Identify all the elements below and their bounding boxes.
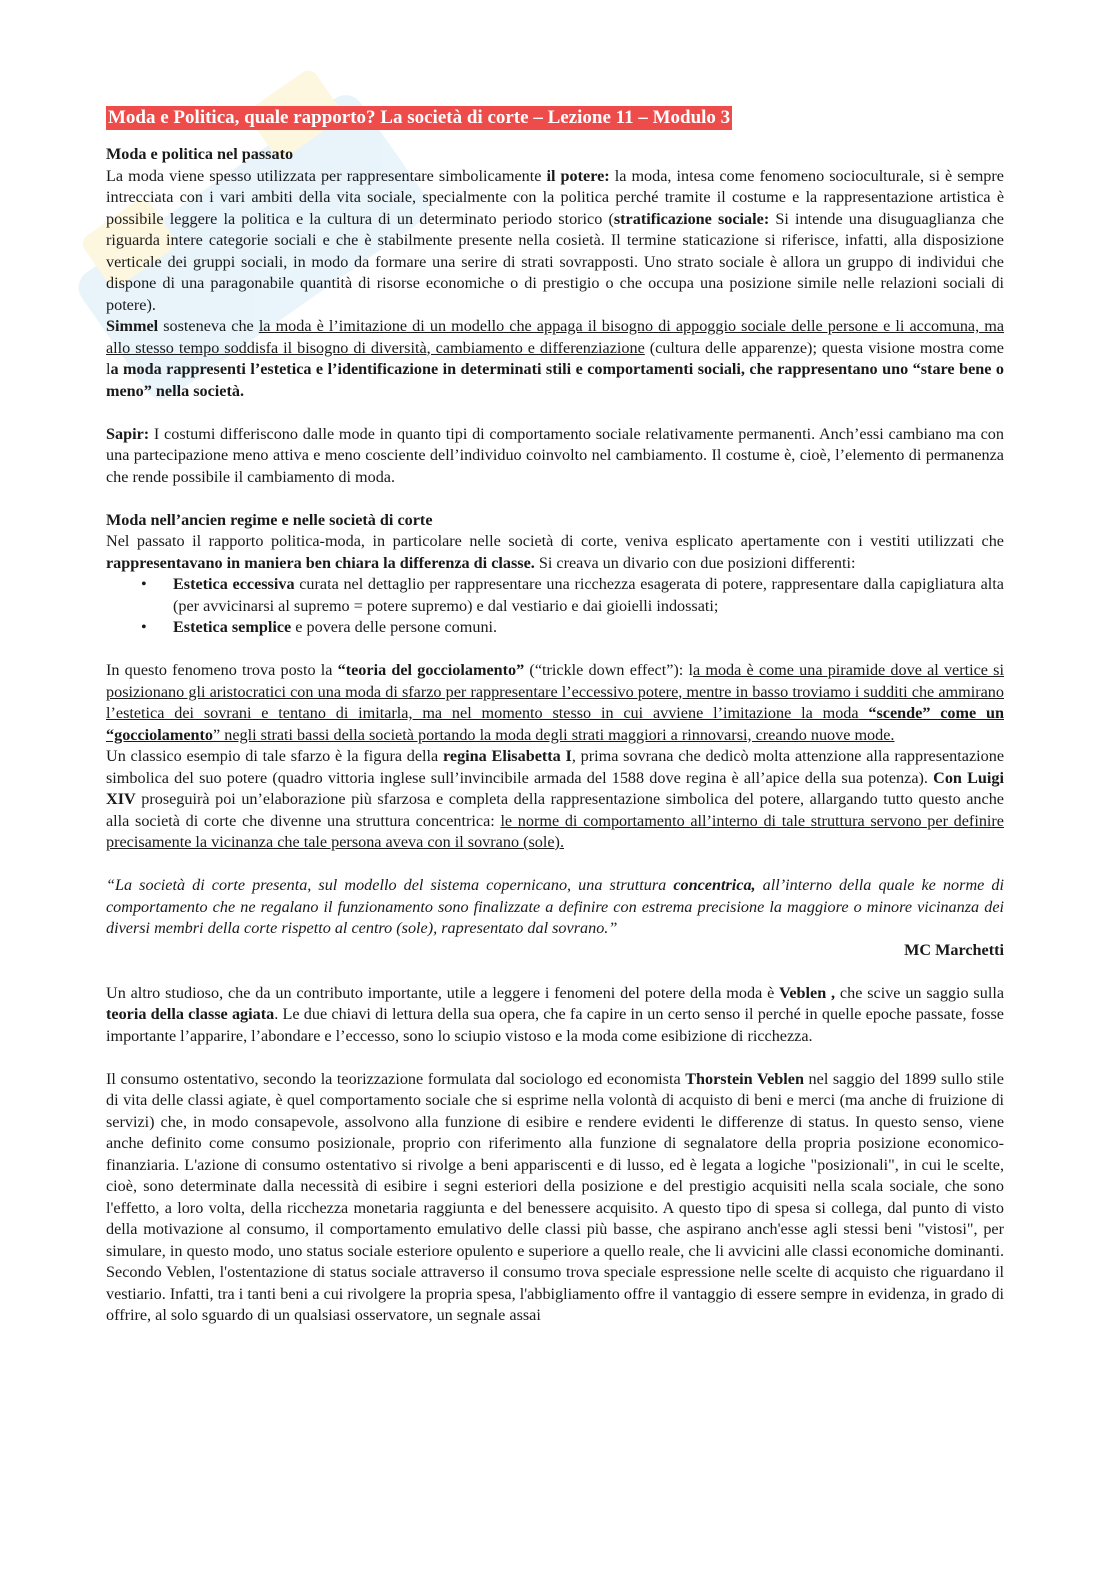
paragraph: Il consumo ostentativo, secondo la teorizzazione formulata dal sociologo ed economista Thorstein Veblen nel saggio del 1899 sullo stile di vita delle classi agiate, è quel comportamento sociale che si esprime nella volontà di acquisto di beni e merci (ma anche di fruizione di servizi) che, in modo consapevole, assolvono alla funzione di esibire e rendere evidenti le differenze di status. In questo senso, viene anche definito come consumo posizionale, proprio con riferimento alla funzione di segnalatore della propria posizione economico-finanziaria. L'azione di consumo ostentativo si rivolge a beni appariscenti e di lusso, ed è legata a logiche "posizionali", in cui le scelte, cioè, sono determinate dalla necessità di esibire i segni esteriori della posizione e del prestigio acquisiti nella scala sociale, che sono l'effetto, a loro volta, della ricchezza monetaria raggiunta e del benessere acquisito. A questo tipo di spesa si collega, dal punto di visto della motivazione al consumo, il comportamento emulativo delle classi più basse, che aspirano anch'esse agli stessi beni "vistosi", per simulare, in questo modo, uno status sociale esteriore opulento e superiore a quello reale, che li avvicini alle classi economiche dominanti. Secondo Veblen, l'ostentazione di status sociale attraverso il consumo trova speciale espressione nelle scelte di acquisto che riguardano il vestiario. Infatti, tra i tanti beni a cui rivolgere la propria spesa, l'abbigliamento offre il vantaggio di essere sempre in evidenza, in grado di offrire, al solo sguardo di un qualsiasi osservatore, un segnale assai: [106, 1069, 1004, 1324]
paragraph: Un altro studioso, che da un contributo importante, utile a leggere i fenomeni del potere della moda è Veblen , che scive un saggio sulla teoria della classe agiata. Le due chiavi di lettura della sua opera, che fa capire in un certo senso il perché in quelle epoche passate, fosse importante l’apparire, l’abondare e l’eccesso, sono lo sciupio vistoso e la moda come esibizione di ricchezza.: [106, 983, 1005, 1045]
quote: “La società di corte presenta, sul modello del sistema copernicano, una struttura concentrica, all’interno della quale ke norme di comportamento che ne regalano il funzionamento sono finalizzate a definire con estrema precisione la maggiore o minore vicinanza dei diversi membri della corte rispetto al centro (sole), rapresentato dal sovrano.”: [106, 876, 1004, 937]
document-page: [106, 106, 1004, 1327]
paragraph: La moda viene spesso utilizzata per rappresentare simbolicamente il potere: la moda, intesa come fenomeno socioculturale, si è sempre intrecciata con i vari ambiti della vita sociale, specialmente con la politica perché tramite il costume e la rappresentazione artistica è possibile leggere la politica e la cultura di un determinato periodo storico (stratificazione sociale: Si intende una disuguaglianza che riguarda intere categorie sociali e che è stabilmente presente nella cosietà. Il termine staticazione si riferisce, infatti, alla disposizione verticale dei gruppi sociali, in modo da formare una serire di strati sovrapposti. Uno strato sociale è allora un gruppo di individui che dispone di una paragonabile quantità di risorse economiche o di prestigio o che occupa una posizione simile nelle relazioni sociali di potere).: [106, 166, 1004, 314]
section-heading: Moda e politica nel passato: [106, 145, 294, 163]
list-item: • Estetica eccessiva curata nel dettaglio per rappresentare una ricchezza esagerata di potere, rappresentare dalla capigliatura alta (per avvicinarsi al supremo = potere supremo) e dal vestiario e dai gioielli indossati;: [173, 574, 1004, 617]
paragraph: Nel passato il rapporto politica-moda, in particolare nelle società di corte, veniva esplicato apertamente con i vestiti utilizzati che rappresentavano in maniera ben chiara la differenza di classe. Si creava un divario con due posizioni differenti:: [106, 532, 1004, 572]
paragraph: Simmel sosteneva che la moda è l’imitazione di un modello che appaga il bisogno di appoggio sociale delle persone e li accomuna, ma allo stesso tempo soddisfa il bisogno di diversità, cambiamento e differenziazione (cultura delle apparenze); questa visione mostra come la moda rappresenti l’estetica e l’identificazione in determinati stili e comportamenti sociali, che rappresentano uno “stare bene o meno” nella società.: [106, 317, 1005, 400]
paragraph: Un classico esempio di tale sfarzo è la figura della regina Elisabetta I, prima sovrana che dedicò molta attenzione alla rappresentazione simbolica del suo potere (quadro vittoria inglese sull’invincibile armada del 1588 dove regina è all’apice della sua potenza). Con Luigi XIV proseguirà poi un’elaborazione più sfarzosa e completa della rappresentazione simbolica del potere, allargando tutto questo anche alla società di corte che divenne una struttura concentrica: le norme di comportamento all’interno di tale struttura servono per definire precisamente la vicinanza che tale persona aveva con il sovrano (sole).: [106, 747, 1005, 851]
page-title: Moda e Politica, quale rapporto? La società di corte – Lezione 11 – Modulo 3: [108, 107, 731, 128]
bullet-list: [106, 574, 1004, 639]
paragraph: Sapir: I costumi differiscono dalle mode in quanto tipi di comportamento sociale relativamente permanenti. Anch’essi cambiano ma con una partecipazione meno attiva e meno cosciente dell’individuo coinvolto nel cambiamento. Il costume è, cioè, l’elemento di permanenza che rende possibile il cambiamento di moda.: [106, 424, 1004, 486]
list-item: • Estetica semplice e povera delle persone comuni.: [173, 617, 1004, 639]
paragraph: In questo fenomeno trova posto la “teoria del gocciolamento” (“trickle down effect”): la moda è come una piramide dove al vertice si posizionano gli aristocratici con una moda di sfarzo per rappresentare l’eccessivo potere, mentre in basso troviamo i sudditi che ammirano l’estetica dei sovrani e tentano di imitarla, ma nel momento stesso in cui avviene l’imitazione la moda “scende” come un “gocciolamento” negli strati bassi della società portando la moda degli strati maggiori a rinnovarsi, creando nuove mode.: [106, 661, 1004, 744]
section-heading: Moda nell’ancien regime e nelle società di corte: [106, 510, 433, 529]
quote-author: MC Marchetti: [904, 940, 1004, 959]
